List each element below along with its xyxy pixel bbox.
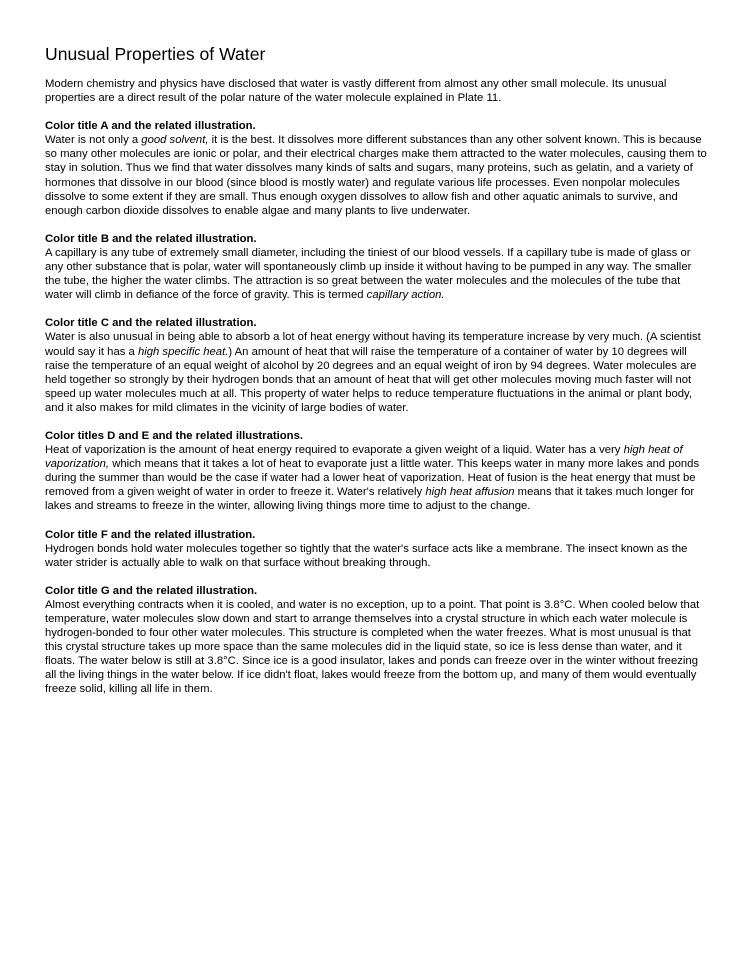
section-b-text: A capillary is any tube of extremely small diameter, including the tiniest of our blood vessels. If a capillary tube is made of glass or any other substance that is polar, water will spontaneously climb up inside it without having to be pumped in any way. The smaller the tube, the higher the water climbs. The attraction is so great between the water molecules and the molecules of the tube that water will climb in defiance of the force of gravity. This is termed <box>45 246 692 302</box>
section-b-emphasis: capillary action. <box>366 289 445 302</box>
document-page <box>45 44 707 711</box>
section-de-text: Heat of vaporization is the amount of heat energy required to evaporate a given weight of a liquid. Water has a very <box>45 444 624 457</box>
section-f-text: Hydrogen bonds hold water molecules together so tightly that the water's surface acts like a membrane. The insect known as the water strider is actually able to walk on that surface without breaking through. <box>45 542 688 569</box>
section-a-emphasis: good solvent, <box>141 134 209 147</box>
section-a-text: it is the best. It dissolves more different substances than any other solvent known. This is because so many other molecules are ionic or polar, and their electrical charges make them attracted to the water molecules, causing them to stay in solution. Thus we find that water dissolves many kinds of salts and sugars, many proteins, such as gelatin, and a variety of hormones that dissolve in our blood (since blood is mostly water) and regulate various life processes. Even nonpolar molecules dissolve to some extent if they are small. Thus enough oxygen dissolves to allow fish and other aquatic animals to survive, and enough carbon dioxide dissolves to enable algae and many plants to live underwater. <box>45 134 707 217</box>
section-de-emphasis: high heat affusion <box>425 486 515 499</box>
section-b <box>45 232 707 302</box>
section-a-text: Water is not only a <box>45 134 142 147</box>
section-c-text: ) An amount of heat that will raise the temperature of a container of water by 10 degrees will raise the temperature of an equal weight of alcohol by 20 degrees and an equal weight of iron by 94 degrees. Water molecules are held together so strongly by their hydrogen bonds that an amount of heat that will get other molecules moving much faster will not speed up water molecules much at all. This property of water helps to reduce temperature fluctuations in the animal or plant body, and it also makes for mild climates in the vicinity of large bodies of water. <box>45 345 697 414</box>
section-de <box>45 429 707 514</box>
section-g-heading: Color title G and the related illustration. <box>45 584 258 597</box>
section-c-heading: Color title C and the related illustration. <box>45 317 257 330</box>
section-de-text: means that it takes much longer for lakes and streams to freeze in the winter, allowing living things more time to adjust to the change. <box>45 486 695 513</box>
section-f <box>45 528 707 570</box>
section-g <box>45 584 707 697</box>
section-c-text: Water is also unusual in being able to absorb a lot of heat energy without having its temperature increase by very much. (A scientist would say it has a <box>45 331 701 358</box>
section-de-emphasis: high heat of vaporization, <box>45 444 683 471</box>
intro-paragraph: Modern chemistry and physics have disclosed that water is vastly different from almost any other small molecule. Its unusual properties are a direct result of the polar nature of the water molecule explained in Plate 11. <box>45 78 667 105</box>
section-f-heading: Color title F and the related illustration. <box>45 528 256 541</box>
section-a <box>45 119 707 218</box>
section-de-heading: Color titles D and E and the related illustrations. <box>45 429 303 442</box>
section-a-heading: Color title A and the related illustration. <box>45 120 256 133</box>
section-g-text: Almost everything contracts when it is cooled, and water is no exception, up to a point. That point is 3.8°C. When cooled below that temperature, water molecules slow down and start to arrange themselves into a crystal structure in which each water molecule is hydrogen-bonded to four other water molecules. This structure is completed when the water freezes. What is most unusual is that this crystal structure takes up more space than the same molecules did in the liquid state, so ice is less dense than water, and it floats. The water below is still at 3.8°C. Since ice is a good insulator, lakes and ponds can freeze over in the winter without freezing all the living things in the water below. If ice didn't float, lakes would freeze from the bottom up, and many of them would eventually freeze solid, killing all life in them. <box>45 598 700 696</box>
page-title: Unusual Properties of Water <box>45 44 266 64</box>
section-b-heading: Color title B and the related illustration. <box>45 232 257 245</box>
section-c <box>45 316 707 415</box>
section-c-emphasis: high specific heat. <box>137 345 229 358</box>
section-de-text: which means that it takes a lot of heat to evaporate just a little water. This keeps water in many more lakes and ponds during the summer than would be the case if water had a lower heat of vaporization. Heat of fusion is the heat energy that must be removed from a given weight of water in order to freeze it. Water's relatively <box>45 458 700 499</box>
